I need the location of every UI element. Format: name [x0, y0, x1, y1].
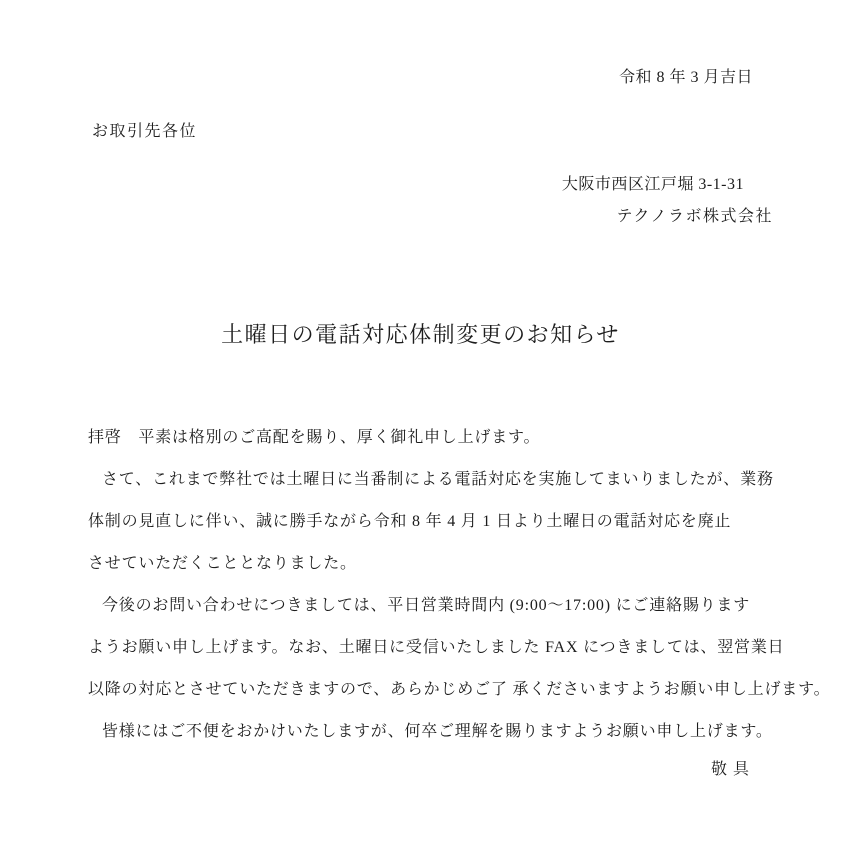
body-line: 皆様にはご不便をおかけいたしますが、何卒ご理解を賜りますようお願い申し上げます。 [102, 723, 773, 740]
letter-date: 令和 8 年 3 月吉日 [618, 69, 753, 86]
document-title: 土曜日の電話対応体制変更のお知らせ [221, 322, 620, 347]
closing-keigu: 敬具 [710, 761, 755, 778]
body-line: ようお願い申し上げます。なお、土曜日に受信いたしました FAX につきましては、翌営業日 [88, 639, 785, 656]
body-line: さて、これまで弊社では土曜日に当番制による電話対応を実施してまいりましたが、業務 [102, 471, 774, 488]
sender-company-name: テクノラボ株式会社 [616, 208, 773, 225]
sender-address: 大阪市西区江戸堀 3-1-31 [561, 176, 744, 193]
body-line: 体制の見直しに伴い、誠に勝手ながら令和 8 年 4 月 1 日より土曜日の電話対応を廃止 [88, 513, 732, 530]
body-line: 今後のお問い合わせにつきましては、平日営業時間内 (9:00～17:00) にご連絡賜ります [102, 597, 751, 614]
recipient-line: お取引先各位 [92, 123, 198, 140]
letter-body [88, 417, 831, 753]
body-line: 拝啓 平素は格別のご高配を賜り、厚く御礼申し上げます。 [88, 429, 541, 446]
body-line: させていただくこととなりました。 [88, 555, 357, 572]
body-line: 以降の対応とさせていただきますので、あらかじめご了 承くださいますようお願い申し上げます。 [88, 681, 831, 698]
